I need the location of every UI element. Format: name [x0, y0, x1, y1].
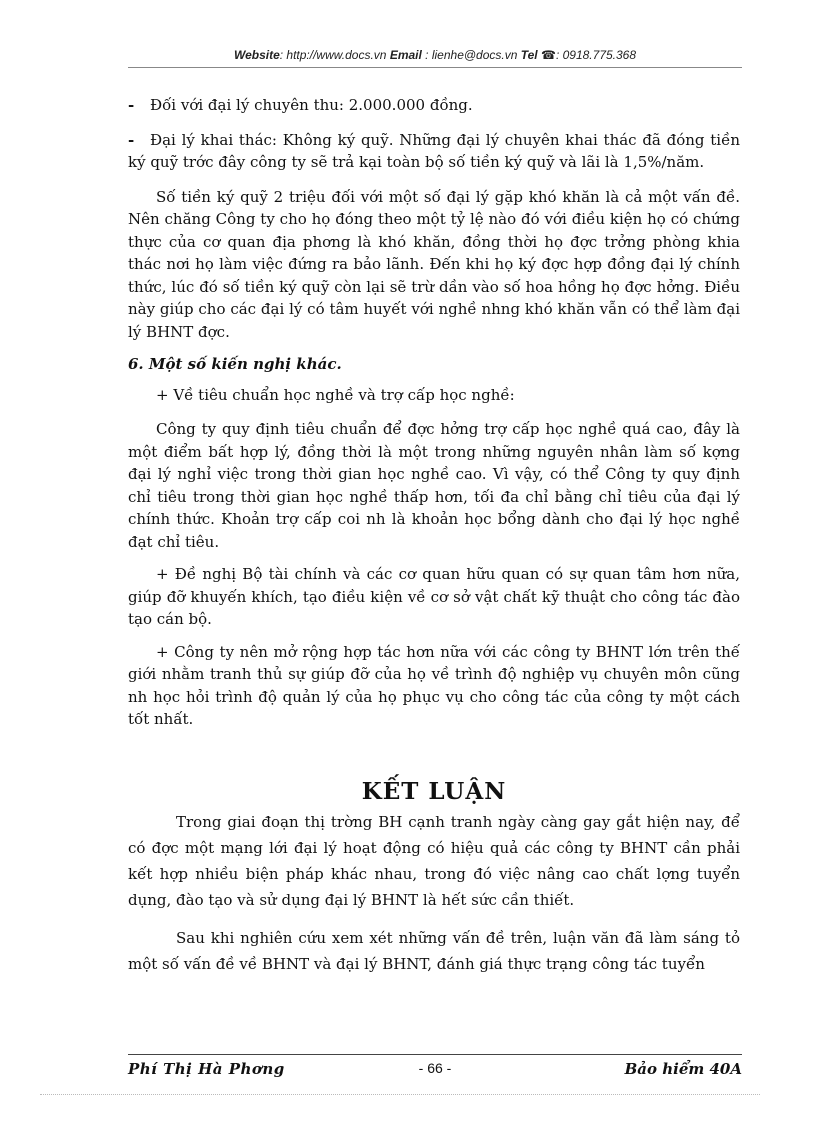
website-value: : http://www.docs.vn — [279, 48, 387, 62]
main-content — [128, 94, 740, 989]
paragraph: Công ty quy định tiêu chuẩn để đợc hởng trợ cấp học nghề quá cao, đây là một điểm bất hợp lý, đồng thời là một trong những nguyên nhân làm số kợng đại lý nghỉ việc trong thời gian học nghề cao. Vì vậy, có thể Công ty quy định chỉ tiêu trong thời gian học nghề thấp hơn, tối đa chỉ bằng chỉ tiêu của đại lý chính thức. Khoản trợ cấp coi nh là khoản học bổng dành cho đại lý học nghề đạt chỉ tiêu. — [128, 420, 740, 551]
conclusion-paragraph: Sau khi nghiên cứu xem xét những vấn đề trên, luận văn đã làm sáng tỏ một số vấn đề về BHNT và đại lý BHNT, đánh giá thực trạng công tác tuyển — [128, 929, 740, 973]
tel-label: Tel — [520, 48, 538, 62]
bullet-item — [128, 129, 740, 174]
tel-value: ☎: 0918.775.368 — [541, 48, 637, 62]
header-divider — [128, 67, 742, 68]
page-header — [128, 48, 742, 62]
email-value: : lienhe@docs.vn — [425, 48, 518, 62]
page-number: - 66 - — [418, 1060, 452, 1076]
footer-divider — [128, 1054, 742, 1055]
conclusion-title: KẾT LUẬN — [361, 777, 507, 805]
page-footer — [128, 1060, 742, 1082]
paragraph: + Công ty nên mở rộng hợp tác hơn nữa với các công ty BHNT lớn trên thế giới nhằm tranh thủ sự giúp đỡ của họ về trình độ nghiệp vụ chuyên môn cũng nh học hỏi trình độ quản lý của họ phục vụ cho công tác của công ty một cách tốt nhất. — [128, 642, 740, 728]
bullet-mark: - — [128, 96, 135, 114]
section-heading: 6. Một số kiến nghị khác. — [128, 355, 342, 373]
footer-author: Phí Thị Hà Phơng — [128, 1060, 285, 1078]
footer-dotted-line — [40, 1094, 760, 1095]
website-label: Website — [233, 48, 280, 62]
conclusion-paragraph: Trong giai đoạn thị trờng BH cạnh tranh ngày càng gay gắt hiện nay, để có đợc một mạng lới đại lý hoạt động có hiệu quả các công ty BHNT cần phải kết hợp nhiều biện pháp khác nhau, trong đó việc nâng cao chất lợng tuyển dụng, đào tạo và sử dụng đại lý BHNT là hết sức cần thiết. — [128, 813, 740, 909]
footer-class: Bảo hiểm 40A — [624, 1060, 742, 1078]
bullet-mark: - — [128, 130, 135, 149]
bullet-text: Đại lý khai thác: Không ký quỹ. Những đại lý chuyên khai thác đã đóng tiền ký quỹ trớc đây công ty sẽ trả kại toàn bộ số tiền ký quỹ và lãi là 1,5%/năm. — [128, 130, 740, 171]
paragraph: Số tiền ký quỹ 2 triệu đối với một số đại lý gặp khó khăn là cả một vấn đề. Nên chăng Công ty cho họ đóng theo một tỷ lệ nào đó với điều kiện họ có chứng thực của cơ quan địa phơng là khó khăn, đồng thời họ đợc trởng phòng khia thác nơi họ làm việc đứng ra bảo lãnh. Đến khi họ ký đợc hợp đồng đại lý chính thức, lúc đó số tiền ký quỹ còn lại sẽ trừ dần vào số hoa hồng họ đợc hởng. Điều này giúp cho các đại lý có tâm huyết với nghề nhng khó khăn vẫn có thể làm đại lý BHNT đợc. — [128, 187, 740, 341]
bullet-item — [128, 94, 740, 117]
bullet-text: Đối với đại lý chuyên thu: 2.000.000 đồng. — [150, 96, 473, 114]
subheading: + Về tiêu chuẩn học nghề và trợ cấp học nghề: — [156, 385, 515, 404]
email-label: Email — [389, 48, 422, 62]
paragraph: + Đề nghị Bộ tài chính và các cơ quan hữu quan có sự quan tâm hơn nữa, giúp đỡ khuyến khích, tạo điều kiện về cơ sở vật chất kỹ thuật cho công tác đào tạo cán bộ. — [128, 565, 740, 628]
